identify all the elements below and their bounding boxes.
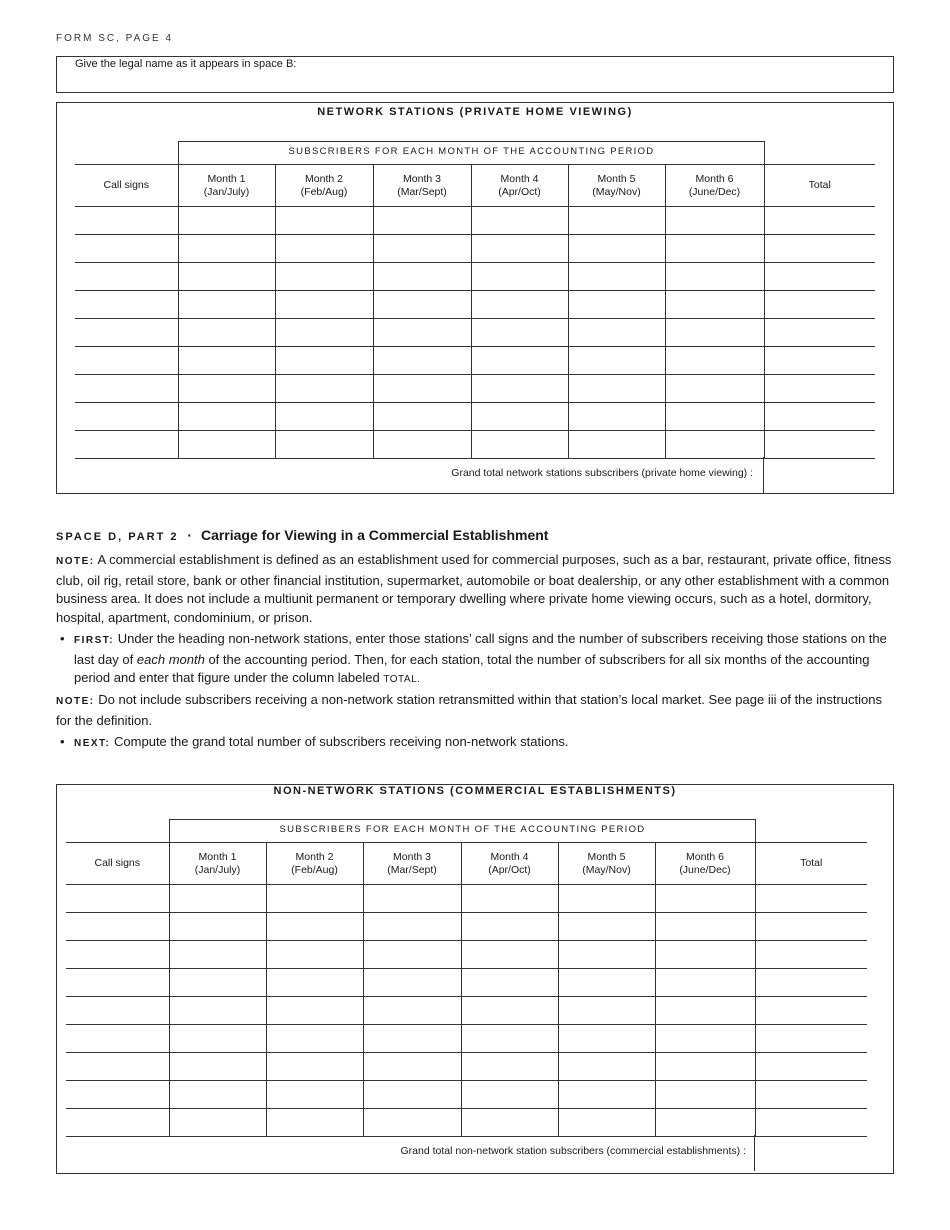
month-cell[interactable] [275, 263, 373, 291]
total-cell[interactable] [764, 347, 875, 375]
month-cell[interactable] [178, 403, 275, 431]
col-month-5: Month 5 (May/Nov) [568, 165, 665, 207]
call-sign-cell[interactable] [66, 997, 169, 1025]
month-cell[interactable] [275, 235, 373, 263]
month-cell[interactable] [568, 431, 665, 459]
month-cell[interactable] [665, 375, 764, 403]
month-cell[interactable] [558, 1053, 655, 1081]
month-cell[interactable] [363, 885, 461, 913]
call-sign-cell[interactable] [66, 1053, 169, 1081]
month-cell[interactable] [471, 235, 568, 263]
col-month-3: Month 3 (Mar/Sept) [363, 843, 461, 885]
month-cell[interactable] [558, 997, 655, 1025]
bullet-icon: • [60, 631, 65, 646]
table-row [75, 235, 875, 263]
month-cell[interactable] [568, 235, 665, 263]
month-cell[interactable] [373, 375, 471, 403]
month-cell[interactable] [558, 885, 655, 913]
call-sign-cell[interactable] [66, 885, 169, 913]
month-cell[interactable] [471, 347, 568, 375]
month-cell[interactable] [665, 319, 764, 347]
month-cell[interactable] [363, 969, 461, 997]
month-cell[interactable] [461, 1081, 558, 1109]
month-cell[interactable] [568, 403, 665, 431]
col-month-4: Month 4 (Apr/Oct) [461, 843, 558, 885]
col-total: Total [755, 843, 867, 885]
network-grand-total-field[interactable] [763, 457, 894, 494]
month-cell[interactable] [178, 291, 275, 319]
month-cell[interactable] [266, 1025, 363, 1053]
month-cell[interactable] [461, 997, 558, 1025]
call-sign-cell[interactable] [75, 403, 178, 431]
month-cell[interactable] [373, 207, 471, 235]
call-sign-cell[interactable] [75, 263, 178, 291]
month-cell[interactable] [275, 291, 373, 319]
month-cell[interactable] [266, 1109, 363, 1137]
month-cell[interactable] [665, 291, 764, 319]
month-cell[interactable] [363, 913, 461, 941]
col-month-2: Month 2 (Feb/Aug) [275, 165, 373, 207]
col-call-signs: Call signs [66, 843, 169, 885]
month-cell[interactable] [558, 969, 655, 997]
total-cell[interactable] [755, 969, 867, 997]
month-cell[interactable] [568, 263, 665, 291]
section-title: Carriage for Viewing in a Commercial Establishment [200, 527, 549, 543]
month-cell[interactable] [178, 207, 275, 235]
call-sign-cell[interactable] [66, 1109, 169, 1137]
month-cell[interactable] [266, 1053, 363, 1081]
month-cell[interactable] [655, 1109, 755, 1137]
table-row [75, 207, 875, 235]
total-cell[interactable] [755, 1053, 867, 1081]
call-sign-cell[interactable] [75, 235, 178, 263]
month-cell[interactable] [471, 207, 568, 235]
col-month-4: Month 4 (Apr/Oct) [471, 165, 568, 207]
month-cell[interactable] [471, 291, 568, 319]
non-network-grand-total-label: Grand total non-network station subscribers (commercial establishments) : [400, 1145, 746, 1157]
month-cell[interactable] [461, 969, 558, 997]
month-cell[interactable] [568, 291, 665, 319]
total-cell[interactable] [764, 403, 875, 431]
call-sign-cell[interactable] [66, 941, 169, 969]
col-call-signs: Call signs [75, 165, 178, 207]
total-cell[interactable] [755, 941, 867, 969]
month-cell[interactable] [461, 1109, 558, 1137]
network-stations-panel [56, 102, 894, 494]
month-cell[interactable] [373, 291, 471, 319]
month-cell[interactable] [655, 997, 755, 1025]
month-cell[interactable] [169, 969, 266, 997]
month-cell[interactable] [655, 969, 755, 997]
month-cell[interactable] [568, 207, 665, 235]
month-cell[interactable] [275, 403, 373, 431]
col-month-1: Month 1 (Jan/July) [178, 165, 275, 207]
month-cell[interactable] [178, 263, 275, 291]
table-row [66, 969, 867, 997]
month-cell[interactable] [558, 1081, 655, 1109]
month-cell[interactable] [275, 207, 373, 235]
table-row [75, 291, 875, 319]
month-cell[interactable] [461, 1025, 558, 1053]
network-stations-title: NETWORK STATIONS (PRIVATE HOME VIEWING) [317, 106, 633, 118]
month-cell[interactable] [169, 885, 266, 913]
month-cell[interactable] [266, 941, 363, 969]
month-cell[interactable] [665, 431, 764, 459]
section-heading [56, 527, 548, 543]
month-cell[interactable] [169, 1025, 266, 1053]
table-row [66, 1109, 867, 1137]
month-cell[interactable] [471, 375, 568, 403]
month-cell[interactable] [363, 1109, 461, 1137]
month-cell[interactable] [266, 997, 363, 1025]
total-cell[interactable] [764, 207, 875, 235]
call-sign-cell[interactable] [75, 375, 178, 403]
network-grand-total-label: Grand total network stations subscribers (private home viewing) : [451, 467, 753, 479]
note-commercial-definition: NOTE: A commercial establishment is defined as an establishment used for commercial purposes, such as a bar, restaurant, private office, fitness club, oil rig, retail store, bank or other financial institution, supermarket, automobile or boat dealership, or any other establishment with a common business area. It does not include a multiunit permanent or temporary dwelling where private home viewing occurs, such as a hotel, dormitory, hospital, apartment, condominium, or prison. [56, 552, 892, 625]
month-cell[interactable] [461, 885, 558, 913]
month-cell[interactable] [655, 1025, 755, 1053]
call-sign-cell[interactable] [75, 319, 178, 347]
section-label: SPACE D, PART 2 [56, 531, 179, 543]
call-sign-cell[interactable] [66, 969, 169, 997]
month-cell[interactable] [169, 913, 266, 941]
month-cell[interactable] [363, 1081, 461, 1109]
month-cell[interactable] [461, 913, 558, 941]
col-month-1: Month 1 (Jan/July) [169, 843, 266, 885]
month-cell[interactable] [568, 347, 665, 375]
month-cell[interactable] [373, 235, 471, 263]
table-row [66, 941, 867, 969]
month-cell[interactable] [471, 403, 568, 431]
month-cell[interactable] [655, 1053, 755, 1081]
month-cell[interactable] [169, 1081, 266, 1109]
month-cell[interactable] [461, 1053, 558, 1081]
network-stations-table [75, 164, 875, 459]
month-cell[interactable] [373, 263, 471, 291]
col-month-6: Month 6 (June/Dec) [665, 165, 764, 207]
total-cell[interactable] [755, 1109, 867, 1137]
month-cell[interactable] [169, 1053, 266, 1081]
call-sign-cell[interactable] [66, 1081, 169, 1109]
month-cell[interactable] [471, 263, 568, 291]
table-row [66, 1053, 867, 1081]
call-sign-cell[interactable] [66, 1025, 169, 1053]
month-cell[interactable] [178, 431, 275, 459]
month-cell[interactable] [558, 1025, 655, 1053]
non-network-subheader: SUBSCRIBERS FOR EACH MONTH OF THE ACCOUNTING PERIOD [169, 819, 756, 843]
non-network-stations-panel [56, 784, 894, 1174]
total-cell[interactable] [755, 913, 867, 941]
month-cell[interactable] [363, 941, 461, 969]
table-row [66, 885, 867, 913]
total-cell[interactable] [764, 319, 875, 347]
non-network-grand-total-field[interactable] [754, 1135, 866, 1171]
month-cell[interactable] [373, 403, 471, 431]
first-instruction: • FIRST: Under the heading non-network stations, enter those stations’ call signs and the number of subscribers receiving those stations on the last day of each month of the accounting period. Then, for each station, total the number of subscribers for all six months of the accounting period and enter that figure under the column labeled TOTAL. [60, 631, 887, 685]
month-cell[interactable] [266, 969, 363, 997]
total-cell[interactable] [755, 1025, 867, 1053]
table-row [75, 263, 875, 291]
call-sign-cell[interactable] [75, 291, 178, 319]
month-cell[interactable] [178, 375, 275, 403]
month-cell[interactable] [373, 431, 471, 459]
month-cell[interactable] [178, 319, 275, 347]
month-cell[interactable] [275, 319, 373, 347]
month-cell[interactable] [363, 1053, 461, 1081]
month-cell[interactable] [363, 1025, 461, 1053]
month-cell[interactable] [266, 913, 363, 941]
month-cell[interactable] [558, 1109, 655, 1137]
call-sign-cell[interactable] [66, 913, 169, 941]
next-instruction: • NEXT: Compute the grand total number of subscribers receiving non-network stations. [56, 733, 896, 754]
month-cell[interactable] [275, 347, 373, 375]
month-cell[interactable] [266, 885, 363, 913]
note-local-market: NOTE: Do not include subscribers receiving a non-network station retransmitted within that station’s local market. See page iii of the instructions for the definition. [56, 692, 882, 728]
section-separator: · [187, 527, 193, 543]
col-month-2: Month 2 (Feb/Aug) [266, 843, 363, 885]
table-row [75, 347, 875, 375]
month-cell[interactable] [461, 941, 558, 969]
month-cell[interactable] [665, 347, 764, 375]
legal-name-field[interactable] [56, 56, 894, 93]
form-page-label: FORM SC, PAGE 4 [56, 33, 174, 44]
col-month-6: Month 6 (June/Dec) [655, 843, 755, 885]
month-cell[interactable] [471, 319, 568, 347]
non-network-stations-table [66, 842, 867, 1137]
month-cell[interactable] [665, 235, 764, 263]
month-cell[interactable] [178, 347, 275, 375]
month-cell[interactable] [373, 347, 471, 375]
table-row [66, 997, 867, 1025]
total-cell[interactable] [764, 375, 875, 403]
month-cell[interactable] [169, 1109, 266, 1137]
table-row [66, 1081, 867, 1109]
table-row [66, 913, 867, 941]
month-cell[interactable] [568, 319, 665, 347]
month-cell[interactable] [665, 403, 764, 431]
col-total: Total [764, 165, 875, 207]
non-network-stations-title: NON-NETWORK STATIONS (COMMERCIAL ESTABLISHMENTS) [273, 785, 677, 797]
month-cell[interactable] [655, 885, 755, 913]
month-cell[interactable] [275, 375, 373, 403]
total-cell[interactable] [764, 431, 875, 459]
table-row [66, 1025, 867, 1053]
col-month-5: Month 5 (May/Nov) [558, 843, 655, 885]
month-cell[interactable] [275, 431, 373, 459]
total-cell[interactable] [764, 235, 875, 263]
month-cell[interactable] [568, 375, 665, 403]
total-cell[interactable] [755, 1081, 867, 1109]
month-cell[interactable] [558, 913, 655, 941]
month-cell[interactable] [655, 913, 755, 941]
month-cell[interactable] [178, 235, 275, 263]
month-cell[interactable] [471, 431, 568, 459]
table-row [75, 319, 875, 347]
call-sign-cell[interactable] [75, 431, 178, 459]
call-sign-cell[interactable] [75, 347, 178, 375]
table-row [75, 403, 875, 431]
month-cell[interactable] [169, 941, 266, 969]
month-cell[interactable] [655, 1081, 755, 1109]
bullet-icon: • [60, 734, 65, 749]
col-month-3: Month 3 (Mar/Sept) [373, 165, 471, 207]
total-cell[interactable] [764, 291, 875, 319]
month-cell[interactable] [363, 997, 461, 1025]
call-sign-cell[interactable] [75, 207, 178, 235]
table-row [75, 375, 875, 403]
legal-name-label: Give the legal name as it appears in space B: [75, 58, 297, 70]
table-row [75, 431, 875, 459]
month-cell[interactable] [558, 941, 655, 969]
month-cell[interactable] [665, 263, 764, 291]
network-subheader: SUBSCRIBERS FOR EACH MONTH OF THE ACCOUNTING PERIOD [178, 141, 765, 165]
month-cell[interactable] [373, 319, 471, 347]
total-cell[interactable] [755, 997, 867, 1025]
month-cell[interactable] [665, 207, 764, 235]
total-cell[interactable] [764, 263, 875, 291]
total-cell[interactable] [755, 885, 867, 913]
month-cell[interactable] [266, 1081, 363, 1109]
month-cell[interactable] [169, 997, 266, 1025]
month-cell[interactable] [655, 941, 755, 969]
